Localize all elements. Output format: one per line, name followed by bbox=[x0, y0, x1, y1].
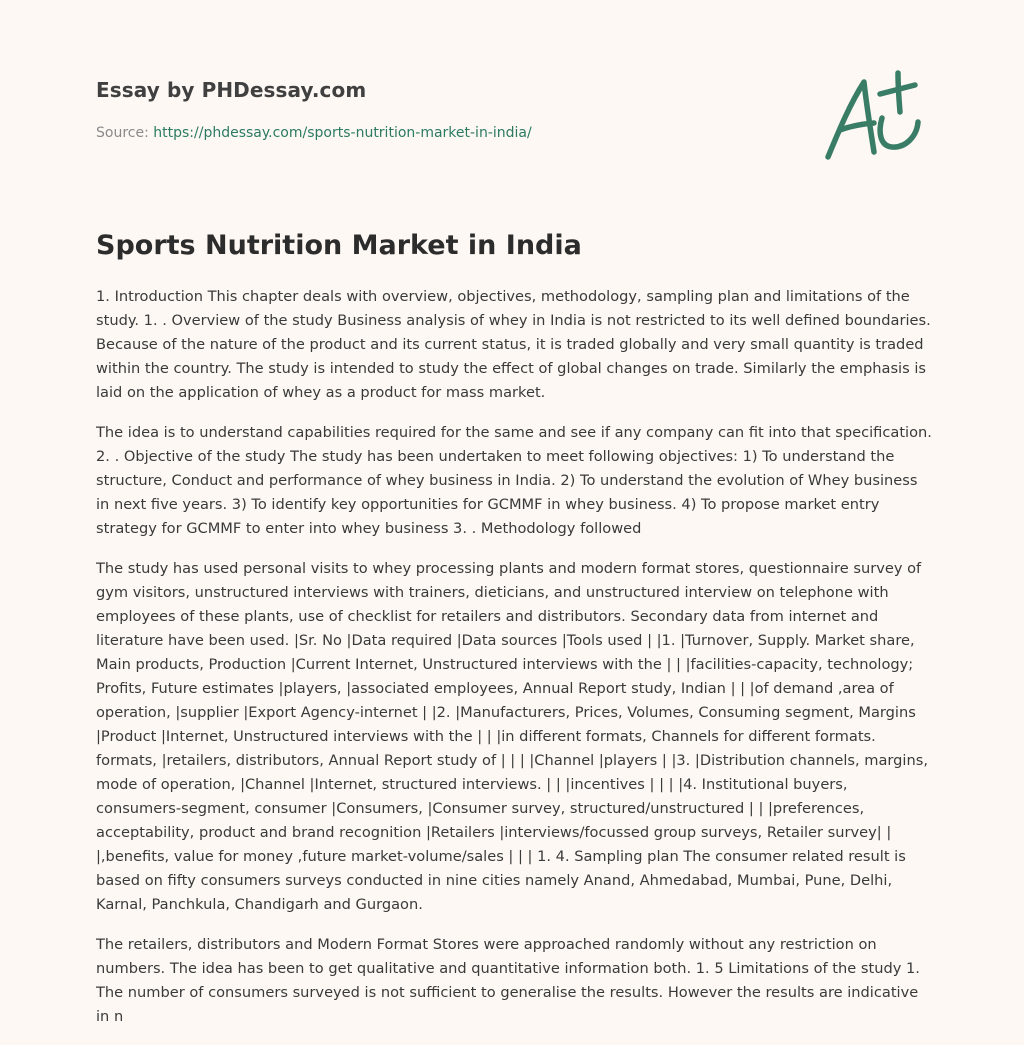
essay-paragraph: The idea is to understand capabilities required for the same and see if any company can fit into that specification. 2. . Objective of the study The study has been undertaken to meet following objectives: 1) To understand the structure, Conduct and performance of whey business in India. 2) To understand the evolution of Whey business in next five years. 3) To identify key opportunities for GCMMF in whey business. 4) To propose market entry strategy for GCMMF to enter into whey business 3. . Methodology followed bbox=[96, 424, 932, 537]
site-header bbox=[96, 74, 796, 143]
a-plus-logo-icon bbox=[818, 66, 930, 166]
essay-paragraph: The study has used personal visits to whey processing plants and modern format stores, questionnaire survey of gym visitors, unstructured interviews with trainers, dieticians, and unstructured interview on telephone with employees of these plants, use of checklist for retailers and distributors. Secondary data from internet and literature have been used. |Sr. No |Data required |Data sources |Tools used | |1. |Turnover, Supply. Market share, Main products, Production |Current Internet, Unstructured interviews with the | | |facilities-capacity, technology; Profits, Future estimates |players, |associated employees, Annual Report study, Indian | | |of demand ,area of operation, |supplier |Export Agency-internet | |2. |Manufacturers, Prices, Volumes, Consuming segment, Margins |Product |Internet, Unstructured interviews with the | | |in different formats, Channels for different formats. formats, |retailers, distributors, Annual Report study of | | | |Channel |players | |3. |Distribution channels, margins, mode of operation, |Channel |Internet, structured interviews. | | |incentives | | | |4. Institutional buyers, consumers-segment, consumer |Consumers, |Consumer survey, structured/unstructured | | |preferences, acceptability, product and brand recognition |Retailers |interviews/focussed group surveys, Retailer survey| | |,benefits, value for money ,future market-volume/sales | | | 1. 4. Sampling plan The consumer related result is based on fifty consumers surveys conducted in nine cities namely Anand, Ahmedabad, Mumbai, Pune, Delhi, Karnal, Panchkula, Chandigarh and Gurgaon. bbox=[96, 560, 928, 913]
source-link[interactable]: https://phdessay.com/sports-nutrition-market-in-india/ bbox=[153, 125, 532, 141]
source-line bbox=[96, 123, 796, 143]
essay-title: Sports Nutrition Market in India bbox=[96, 230, 582, 261]
essay-paragraph: The retailers, distributors and Modern Format Stores were approached randomly without any restriction on numbers. The idea has been to get qualitative and quantitative information both. 1. 5 Limitations of the study 1. The number of consumers surveyed is not sufficient to generalise the results. However the results are indicative in n bbox=[96, 936, 920, 1025]
essay-paragraph: 1. Introduction This chapter deals with overview, objectives, methodology, sampling plan and limitations of the study. 1. . Overview of the study Business analysis of whey in India is not restricted to its well defined boundaries. Because of the nature of the product and its current status, it is traded globally and very small quantity is traded within the country. The study is intended to study the effect of global changes on trade. Similarly the emphasis is laid on the application of whey as a product for mass market. bbox=[96, 288, 931, 401]
brand-name: Essay by PHDessay.com bbox=[96, 78, 367, 102]
source-label: Source: bbox=[96, 125, 154, 141]
essay-body bbox=[96, 285, 932, 1045]
